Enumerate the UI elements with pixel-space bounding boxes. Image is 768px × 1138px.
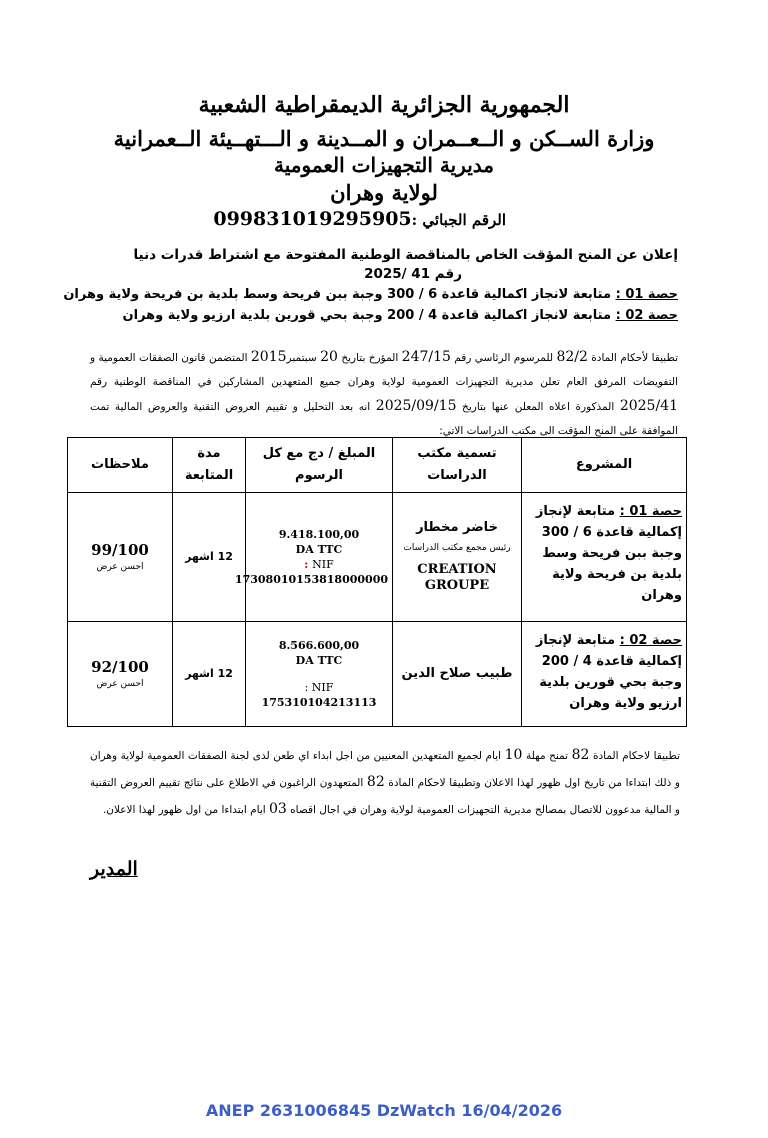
para1-text: المذكورة اعلاه المعلن عنها بتاريخ [456, 401, 620, 413]
project-cell [522, 493, 687, 622]
para1-number: 82/2 [556, 349, 588, 365]
para1-text: تطبيقا لأحكام المادة [587, 352, 679, 364]
amount-cell [246, 621, 393, 726]
amount-currency: DA TTC [295, 542, 343, 556]
header-duration: مدة المتابعة [173, 438, 246, 493]
footer-reference: ANEP 2631006845 DzWatch 16/04/2026 [205, 1101, 563, 1120]
nif-label: NIF : [304, 680, 334, 694]
para1-text: انه بعد التحليل و تقييم العروض التقنية والعروض المالية تمت الموافقة على المنح المؤقت الى مكتب الدراسات الاتي: [90, 401, 678, 437]
fiscal-number: 099831019295905 [213, 208, 412, 230]
nif-colon: : [304, 557, 313, 571]
fiscal-number-line [213, 208, 506, 230]
para2-number: 82 [571, 747, 590, 763]
bureau-name: طبيب صلاح الدين [401, 665, 513, 681]
lot-line-2 [123, 308, 678, 323]
amount-value: 8.566.600,00 [278, 638, 360, 652]
directorate-title: مديرية التجهيزات العمومية [274, 153, 494, 177]
para2-number: 03 [269, 801, 287, 817]
amount-value: 9.418.100,00 [278, 527, 360, 541]
para1-number: 2015 [250, 349, 287, 365]
amount-currency: DA TTC [295, 653, 343, 667]
lot-label-2: حصة 02 : [615, 308, 678, 323]
para1-number: 2025/09/15 [375, 398, 457, 414]
header-amount: المبلغ / دج مع كل الرسوم [246, 438, 393, 493]
announcement-number: رقم 41 /2025 [364, 266, 462, 282]
table-row [68, 621, 687, 726]
para2-number: 10 [504, 747, 523, 763]
para2-text: تمنح مهلة [522, 750, 572, 762]
nif-value: 17308010153818000000 [234, 572, 388, 586]
header-bureau: تسمية مكتب الدراسات [393, 438, 522, 493]
nif-label [250, 557, 388, 572]
director-signature: المدير [90, 858, 138, 880]
para1-text: للمرسوم الرئاسي رقم [450, 352, 557, 364]
table-row [68, 493, 687, 622]
bureau-name: خاضر مخطار [416, 519, 498, 535]
project-lot-label: حصة 01 : [619, 504, 682, 519]
header-project: المشروع [522, 438, 687, 493]
para2-text: ايام لجميع المتعهدين المعنيين من اجل ابداء اي طعن لدى لجنة الصفقات العمومية لولاية وهران و ذلك ابتداءا من تاريخ اول ظهور لهذا الاعلان وتطبيقا لاحكام المادة [90, 750, 680, 789]
para1-number: 20 [320, 349, 338, 365]
bureau-subtitle: رئيس مجمع مكتب الدراسات [403, 542, 511, 553]
lot-line-1 [63, 287, 678, 302]
nif-value: 175310104213113 [261, 695, 377, 709]
nif-label-text: NIF [312, 557, 334, 571]
lot-label-1: حصة 01 : [615, 287, 678, 302]
header-notes: ملاحظات [68, 438, 173, 493]
score-note: احسن عرض [96, 562, 144, 573]
para1-text: سبتمبر [286, 352, 321, 364]
para1-text: المؤرخ بتاريخ [337, 352, 402, 364]
score-note: احسن عرض [96, 679, 144, 690]
project-text: متابعة لإنجاز إكمالية قاعدة 6 / 300 وجبة ببن فريحة وسط بلدية بن فريحة ولاية وهران [535, 504, 682, 603]
amount-cell [234, 493, 393, 622]
duration-cell: 12 اشهر [173, 621, 246, 726]
para2-text: تطبيقا لاحكام المادة [589, 750, 680, 762]
bureau-company: CREATION GROUPE [417, 561, 497, 593]
lot-text-1: متابعة لانجاز اكمالية قاعدة 6 / 300 وجبة ببن فريحة وسط بلدية بن فريحة ولاية وهران [63, 287, 616, 302]
bureau-cell [393, 621, 522, 726]
wilaya-title: لولاية وهران [330, 180, 438, 205]
para2-number: 82 [366, 774, 385, 790]
republic-title: الجمهورية الجزائرية الديمقراطية الشعبية [198, 92, 570, 118]
appeal-paragraph [90, 742, 680, 823]
para1-text: المتضمن قانون الصفقات العمومية و التفويضات المرفق العام تعلن مديرية التجهيزات العمومية لولاية وهران جميع المتعهدين المشاركين في المناقصة الوطنية رقم [90, 352, 678, 388]
score-value: 99/100 [91, 541, 149, 560]
intro-paragraph [90, 345, 678, 443]
para2-text: المتعهدون الراغبون في الاطلاع على نتائج تقييم العروض التقنية و المالية مدعوون للاتصال بمصالح مديرية التجهيزات العمومية لولاية وهران في اجال اقصاه [90, 777, 680, 816]
announcement-title: إعلان عن المنح المؤقت الخاص بالمناقصة الوطنية المفتوحة مع اشتراط قدرات دنيا [133, 247, 678, 263]
duration-cell: 12 اشهر [173, 493, 246, 622]
para1-number: 2025/41 [619, 398, 678, 414]
project-lot-label: حصة 02 : [619, 632, 682, 648]
lot-text-2: متابعة لانجاز اكمالية قاعدة 4 / 200 وجبة بحي قورين بلدية ارزيو ولاية وهران [122, 308, 616, 323]
para2-text: ايام ابتداءا من اول ظهور لهذا الاعلان. [102, 804, 270, 816]
bureau-cell [393, 493, 522, 622]
award-table [67, 437, 687, 727]
table-header-row [68, 438, 687, 493]
project-cell [522, 621, 687, 726]
notes-cell [68, 621, 173, 726]
project-text: متابعة لإنجاز إكمالية قاعدة 4 / 200 وجبة بحي قورين بلدية ارزيو ولاية وهران [535, 632, 682, 711]
score-value: 92/100 [91, 658, 149, 677]
fiscal-label: الرقم الجبائي : [411, 211, 506, 229]
para1-number: 247/15 [401, 349, 451, 365]
ministry-title: وزارة الســكن و الــعــمران و المــدينة و الـــتهــيئة الــعمرانية [113, 126, 655, 151]
notes-cell [68, 493, 173, 622]
